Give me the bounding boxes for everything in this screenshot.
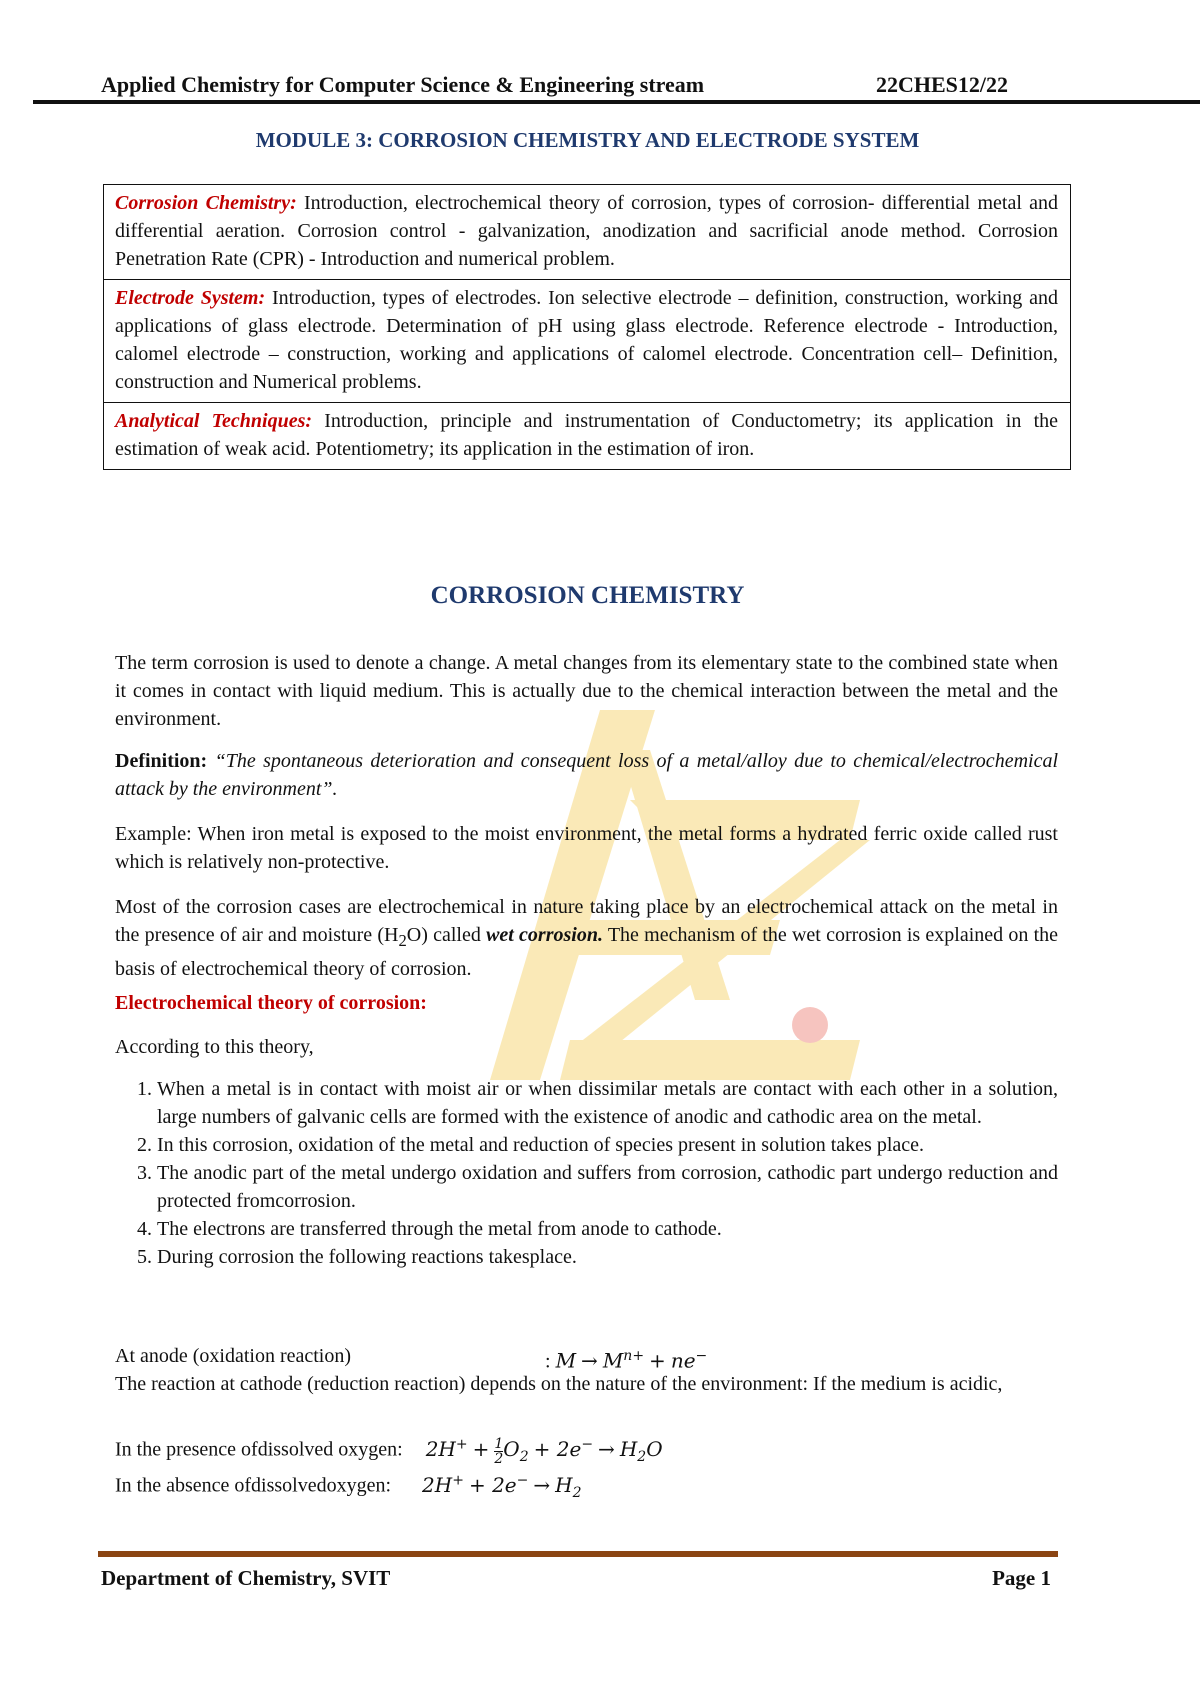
list-item: 2. In this corrosion, oxidation of the metal and reduction of species present in solution takes place. — [157, 1131, 1058, 1159]
presence-product: H — [619, 1436, 638, 1461]
absence-reaction — [115, 1466, 582, 1507]
presence-electrons: + 2e — [533, 1436, 582, 1461]
list-item: 5. During corrosion the following reactions takesplace. — [157, 1243, 1058, 1271]
absence-product-sub: 2 — [572, 1484, 582, 1501]
absence-electron-charge: − — [516, 1472, 529, 1488]
definition-paragraph — [115, 747, 1058, 803]
presence-reaction — [115, 1430, 663, 1471]
absence-h: 2H — [422, 1472, 453, 1497]
example-paragraph — [115, 820, 1058, 876]
cathode-paragraph — [115, 1370, 1058, 1398]
wet-text-sub: 2 — [398, 931, 407, 950]
presence-arrow: → — [598, 1436, 615, 1461]
syllabus-table — [103, 184, 1071, 470]
presence-equation — [425, 1435, 663, 1467]
absence-electrons: + 2e — [468, 1472, 517, 1497]
wet-text-pre: Most of the corrosion cases are electrochemical in nature taking place by an electrochemical attack on the metal in the presence of air and moisture (H — [115, 896, 1058, 946]
intro-text: The term corrosion is used to denote a change. A metal changes from its elementary state to the combined state when it comes in contact with liquid medium. This is actually due to the chemical interaction between the metal and the environment. — [115, 652, 1058, 730]
syllabus-text: Introduction, types of electrodes. Ion selective electrode – definition, construction, working and applications of glass electrode. Determination of pH using glass electrode. Reference electrode - Introduction, calomel electrode – construction, working and applications of calomel electrode. Concentration cell– Definition, construction and Numerical problems. — [115, 287, 1058, 393]
list-item: 4. The electrons are transferred through the metal from anode to cathode. — [157, 1215, 1058, 1243]
theory-heading: Electrochemical theory of corrosion: — [115, 992, 427, 1014]
half-fraction — [494, 1437, 503, 1466]
presence-electron-charge: − — [581, 1436, 594, 1452]
presence-oxygen-sub: 2 — [519, 1448, 529, 1465]
absence-arrow: → — [533, 1472, 551, 1497]
anode-ion-charge: n+ — [623, 1348, 645, 1364]
fraction-denominator: 2 — [494, 1450, 504, 1467]
presence-h-charge: + — [455, 1436, 468, 1452]
wet-corrosion-term: wet corrosion. — [486, 924, 603, 946]
example-text: Example: When iron metal is exposed to the moist environment, the metal forms a hydrated ferric oxide called rust which is relatively non-protective. — [115, 823, 1058, 873]
page-footer — [101, 1566, 1051, 1591]
anode-label: At anode (oxidation reaction) — [115, 1345, 352, 1367]
page-number: Page 1 — [992, 1566, 1051, 1590]
syllabus-label: Electrode System: — [115, 287, 266, 309]
absence-product: H — [555, 1472, 573, 1497]
module-title: MODULE 3: CORROSION CHEMISTRY AND ELECTRODE SYSTEM — [255, 128, 920, 152]
presence-product-tail: O — [646, 1436, 663, 1461]
syllabus-cell — [104, 280, 1071, 403]
list-item: 1. When a metal is in contact with moist air or when dissimilar metals are contact with each other in a solution, large numbers of galvanic cells are formed with the existence of anodic and cathodic area on the metal. — [157, 1075, 1058, 1131]
syllabus-label: Corrosion Chemistry: — [115, 192, 297, 214]
presence-h: 2H — [425, 1436, 456, 1461]
wet-text-mid: O) called — [406, 924, 487, 946]
header-title: Applied Chemistry for Computer Science & Engineering stream — [101, 72, 705, 97]
presence-plus: + — [472, 1436, 490, 1461]
anode-ion: M — [602, 1348, 624, 1373]
theory-steps-list — [115, 1075, 1058, 1271]
according-text: According to this theory, — [115, 1036, 314, 1058]
cathode-text: The reaction at cathode (reduction reaction) depends on the nature of the environment: If the medium is acidic, — [115, 1373, 1003, 1395]
section-title: CORROSION CHEMISTRY — [430, 582, 745, 609]
syllabus-row — [104, 185, 1071, 280]
anode-reaction — [115, 1342, 1058, 1373]
syllabus-text: Introduction, electrochemical theory of corrosion, types of corrosion- differential metal and differential aeration. Corrosion control - galvanization, anodization and sacrificial anode method. Corrosion Penetration Rate (CPR) - Introduction and numerical problem. — [115, 192, 1059, 270]
absence-equation — [422, 1472, 582, 1501]
course-code: 22CHES12/22 — [876, 72, 1009, 97]
definition-text: “The spontaneous deterioration and consequent loss of a metal/alloy due to chemical/electrochemical attack by the environment”. — [115, 750, 1058, 800]
definition-label: Definition: — [115, 750, 208, 772]
intro-paragraph — [115, 649, 1058, 733]
list-item: 3. The anodic part of the metal undergo oxidation and suffers from corrosion, cathodic part undergo reduction and protected fromcorrosion. — [157, 1159, 1058, 1215]
anode-colon: : — [545, 1350, 551, 1373]
presence-oxygen: O — [503, 1436, 520, 1461]
fraction-numerator: 1 — [494, 1435, 504, 1452]
anode-electrons: ne — [670, 1348, 696, 1373]
absence-label: In the absence ofdissolvedoxygen: — [115, 1474, 392, 1497]
page-header — [101, 72, 1051, 98]
syllabus-cell — [104, 403, 1071, 470]
anode-arrow: → — [581, 1348, 598, 1373]
syllabus-row — [104, 403, 1071, 470]
anode-metal: M — [555, 1348, 577, 1373]
anode-electron-charge: − — [695, 1348, 708, 1364]
presence-product-sub: 2 — [637, 1448, 647, 1465]
syllabus-row — [104, 280, 1071, 403]
anode-plus: + — [649, 1348, 666, 1373]
footer-rule — [98, 1551, 1058, 1557]
syllabus-cell — [104, 185, 1071, 280]
department-name: Department of Chemistry, SVIT — [101, 1566, 391, 1590]
presence-label: In the presence ofdissolved oxygen: — [115, 1438, 403, 1461]
syllabus-label: Analytical Techniques: — [115, 410, 313, 432]
syllabus-text: Introduction, principle and instrumentation of Conductometry; its application in the estimation of weak acid. Potentiometry; its application in the estimation of iron. — [115, 410, 1058, 460]
wet-text-post: The mechanism of the wet corrosion is explained on the basis of electrochemical theory of corrosion. — [115, 924, 1059, 980]
wet-corrosion-paragraph — [115, 893, 1058, 983]
header-rule — [33, 100, 1200, 104]
absence-h-charge: + — [452, 1472, 464, 1488]
